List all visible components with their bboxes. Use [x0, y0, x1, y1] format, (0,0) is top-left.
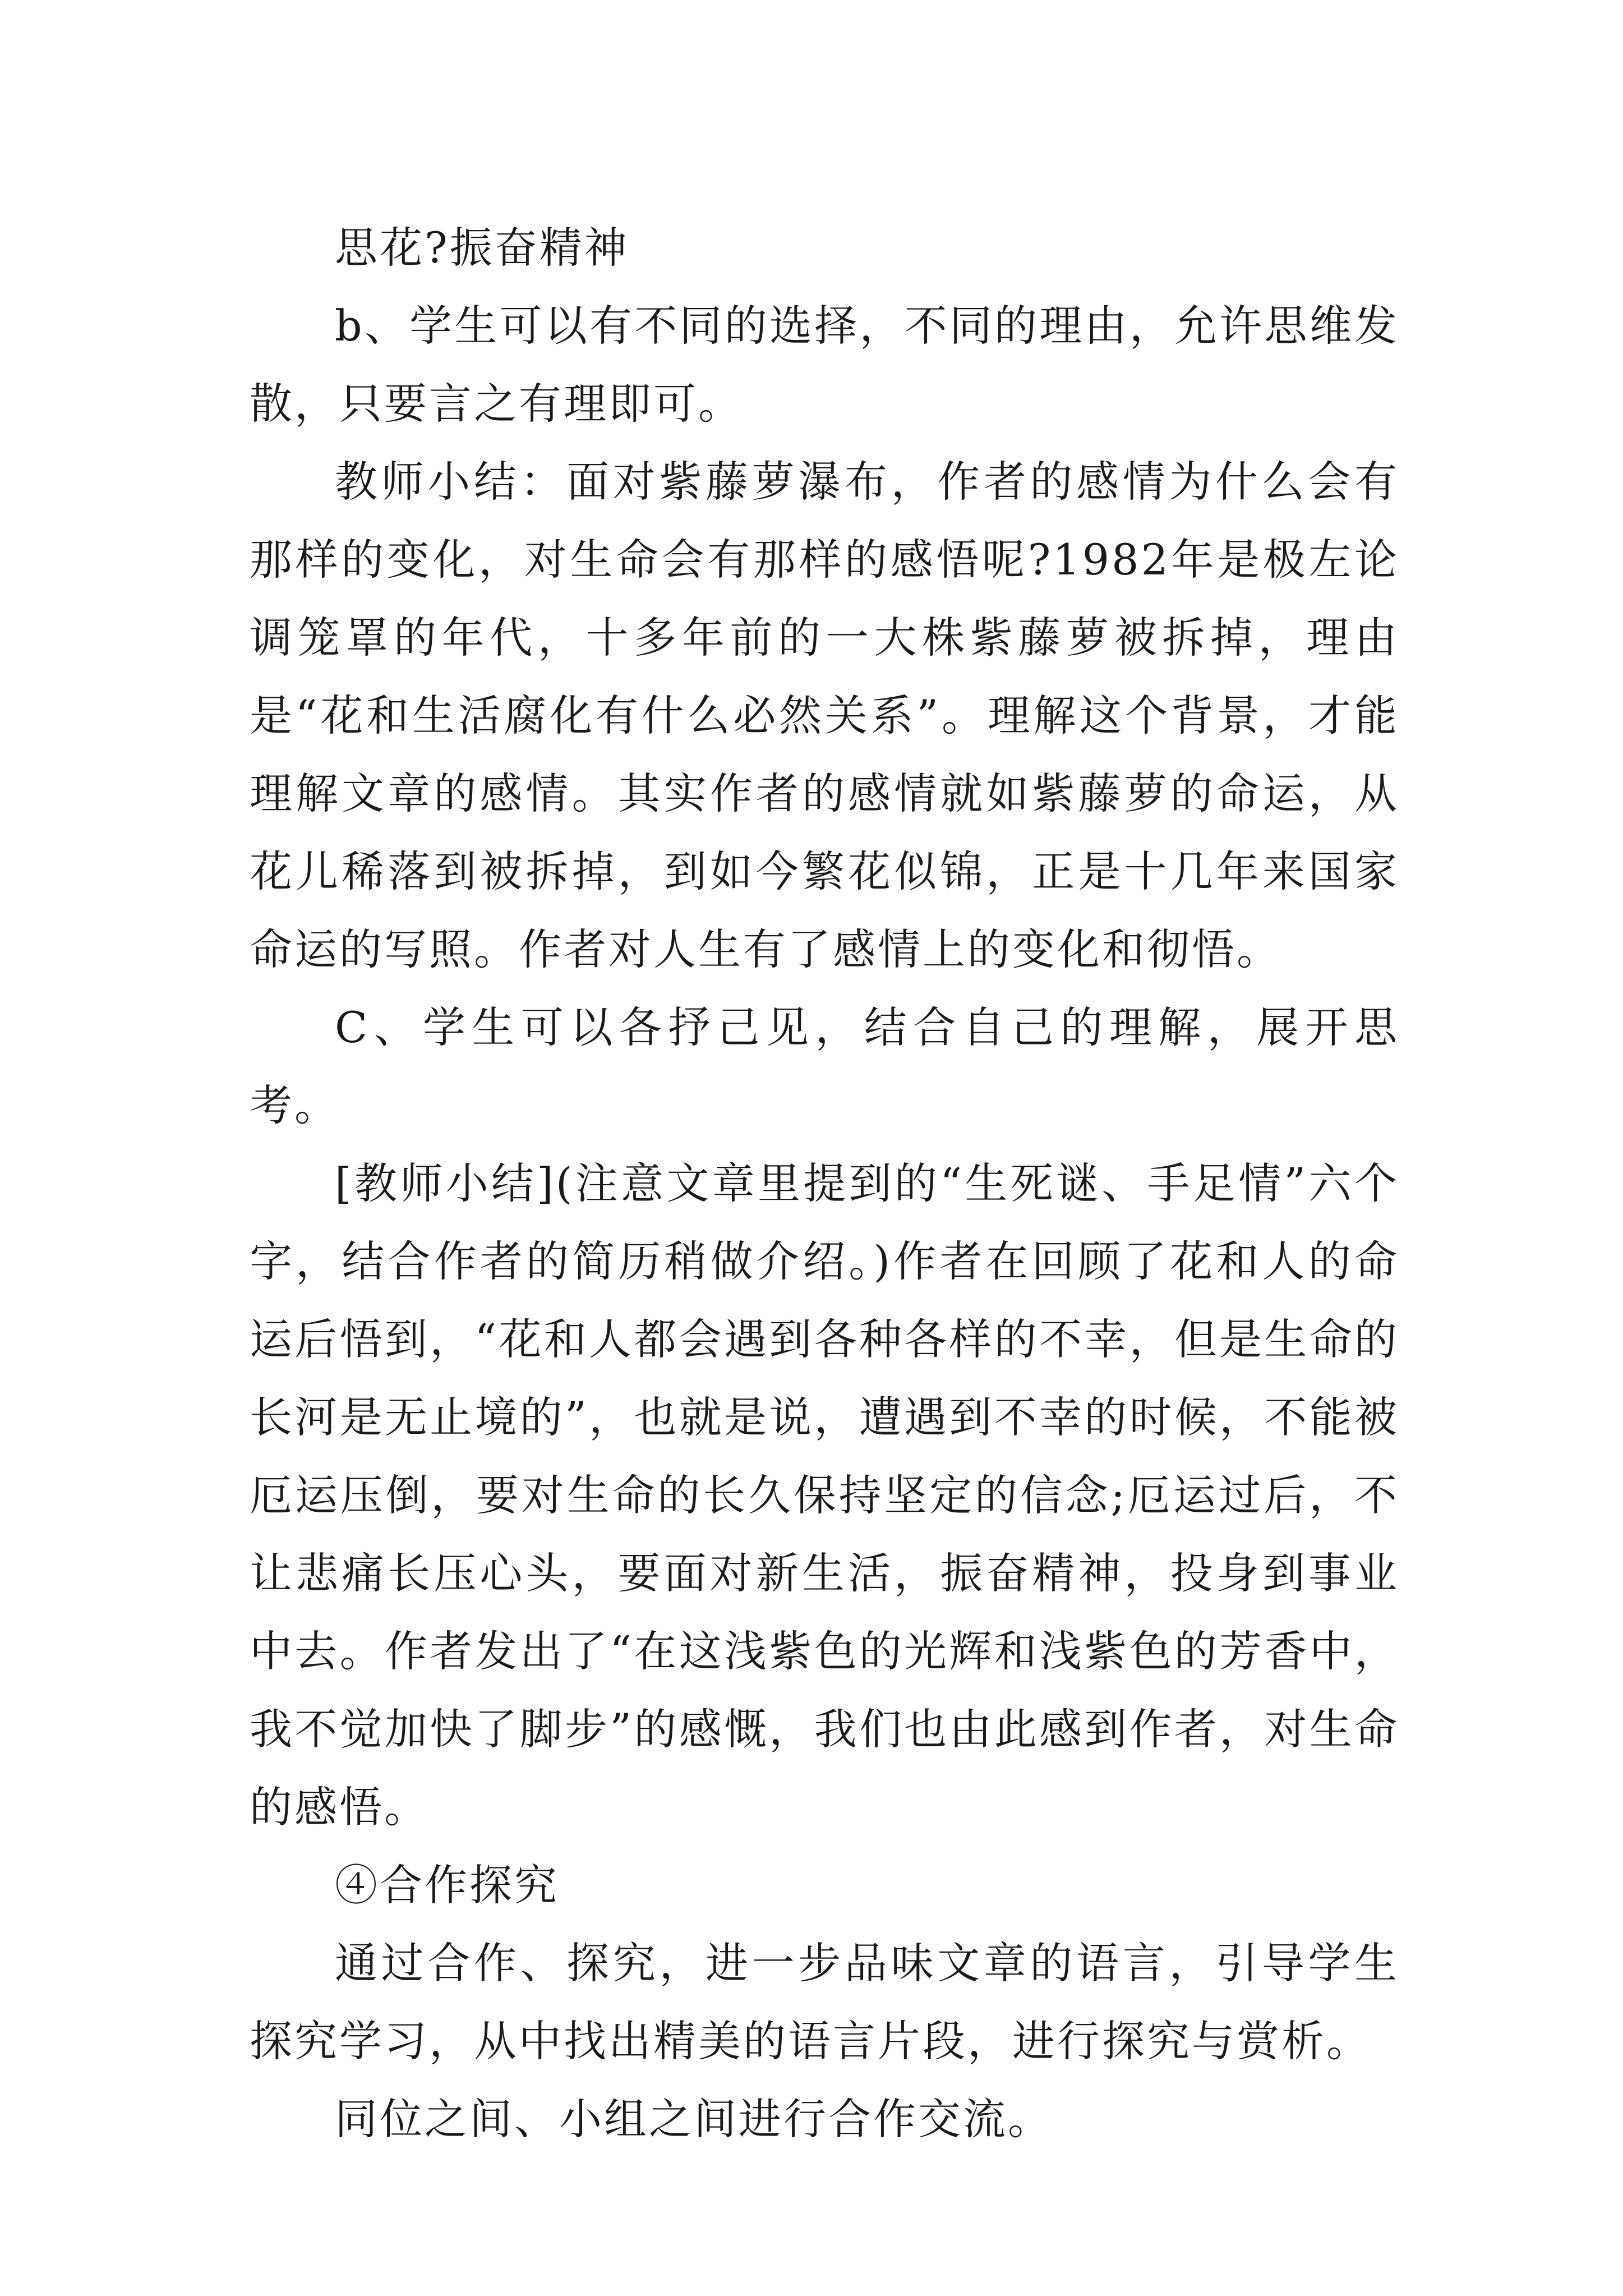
paragraph-b: b、学生可以有不同的选择，不同的理由，允许思维发散，只要言之有理即可。 [250, 301, 1399, 429]
document-body [250, 209, 1399, 2158]
section-heading-cooperative-inquiry: ④合作探究 [335, 1860, 559, 1910]
paragraph-teacher-summary: 教师小结：面对紫藤萝瀑布，作者的感情为什么会有那样的变化，对生命会有那样的感悟呢?1982年是极左论调笼罩的年代，十多年前的一大株紫藤萝被拆掉，理由是“花和生活腐化有什么必然关系”。理解这个背景，才能理解文章的感情。其实作者的感情就如紫藤萝的命运，从花儿稀落到被拆掉，到如今繁花似锦，正是十几年来国家命运的写照。作者对人生有了感情上的变化和彻悟。 [250, 457, 1399, 974]
paragraph-heading-fragment: 思花?振奋精神 [335, 223, 629, 273]
paragraph-teacher-summary-2: [教师小结](注意文章里提到的“生死谜、手足情”六个字，结合作者的简历稍做介绍。)作者在回顾了花和人的命运后悟到，“花和人都会遇到各种各样的不幸，但是生命的长河是无止境的”，也就是说，遭遇到不幸的时候，不能被厄运压倒，要对生命的长久保持坚定的信念;厄运过后，不让悲痛长压心头，要面对新生活，振奋精神，投身到事业中去。作者发出了“在这浅紫色的光辉和浅紫色的芳香中，我不觉加快了脚步”的感慨，我们也由此感到作者，对生命的感悟。 [250, 1158, 1399, 1832]
paragraph-group-exchange: 同位之间、小组之间进行合作交流。 [335, 2094, 1053, 2144]
paragraph-c: C、学生可以各抒己见，结合自己的理解，展开思考。 [250, 1002, 1399, 1130]
paragraph-inquiry: 通过合作、探究，进一步品味文章的语言，引导学生探究学习，从中找出精美的语言片段，进行探究与赏析。 [250, 1938, 1399, 2066]
